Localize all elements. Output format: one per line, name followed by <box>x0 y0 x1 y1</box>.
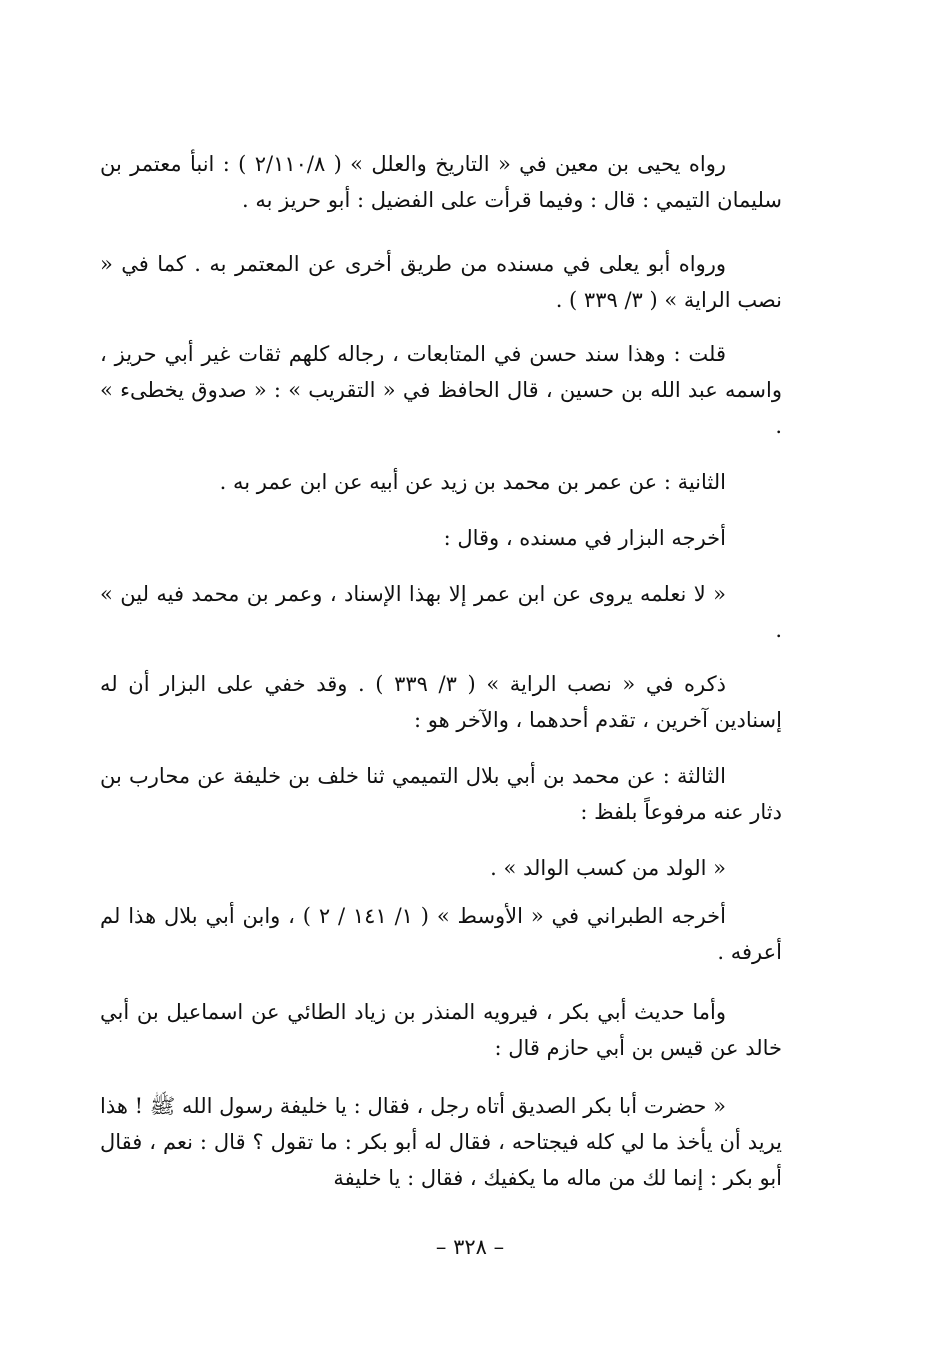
paragraph-third-route: الثالثة : عن محمد بن أبي بلال التميمي ثنا خلف بن خليفة عن محارب بن دثار عنه مرفوعاً بلفظ : <box>100 764 782 824</box>
page-number: – ٣٢٨ – <box>435 1235 505 1259</box>
paragraph-abu-bakr-hadith: وأما حديث أبي بكر ، فيرويه المنذر بن زياد الطائي عن اسماعيل بن أبي خالد عن قيس بن أبي حازم قال : <box>100 1000 782 1060</box>
paragraph-tabarani: أخرجه الطبراني في « الأوسط » ( ١/ ١٤١ / ٢ ) ، وابن أبي بلال هذا لم أعرفه . <box>100 904 782 964</box>
paragraph-second-route: الثانية : عن عمر بن محمد بن زيد عن أبيه عن ابن عمر به . <box>219 470 726 494</box>
paragraph-bazzar: أخرجه البزار في مسنده ، وقال : <box>443 526 726 550</box>
paragraph-bazzar-quote: « لا نعلمه يروى عن ابن عمر إلا بهذا الإسناد ، وعمر بن محمد فيه لين » . <box>100 582 782 642</box>
paragraph-abu-yala: ورواه أبو يعلى في مسنده من طريق أخرى عن المعتمر به . كما في « نصب الراية » ( ٣/ ٣٣٩ ) . <box>100 252 782 312</box>
paragraph-yahya-ibn-main: رواه يحيى بن معين في « التاريخ والعلل » ( ٢/١١٠/٨ ) : انبأ معتمر بن سليمان التيمي : قال : وفيما قرأت على الفضيل : أبو حريز به . <box>100 152 782 212</box>
paragraph-abu-bakr-quote: « حضرت أبا بكر الصديق أتاه رجل ، فقال : يا خليفة رسول الله ﷺ ! هذا يريد أن يأخذ ما لي كله فيجتاحه ، فقال له أبو بكر : ما تقول ؟ قال : نعم ، فقال أبو بكر : إنما لك من ماله ما يكفيك ، فقال : يا خليفة <box>100 1094 782 1190</box>
paragraph-nasb-alraya: ذكره في « نصب الراية » ( ٣/ ٣٣٩ ) . وقد خفي على البزار أن له إسنادين آخرين ، تقدم أحدهما ، والآخر هو : <box>100 672 782 732</box>
paragraph-hadith-text: « الولد من كسب الوالد » . <box>490 856 726 880</box>
paragraph-qultu-isnad: قلت : وهذا سند حسن في المتابعات ، رجاله كلهم ثقات غير أبي حريز ، واسمه عبد الله بن حسين ، قال الحافظ في « التقريب » : « صدوق يخطىء » . <box>100 342 782 438</box>
